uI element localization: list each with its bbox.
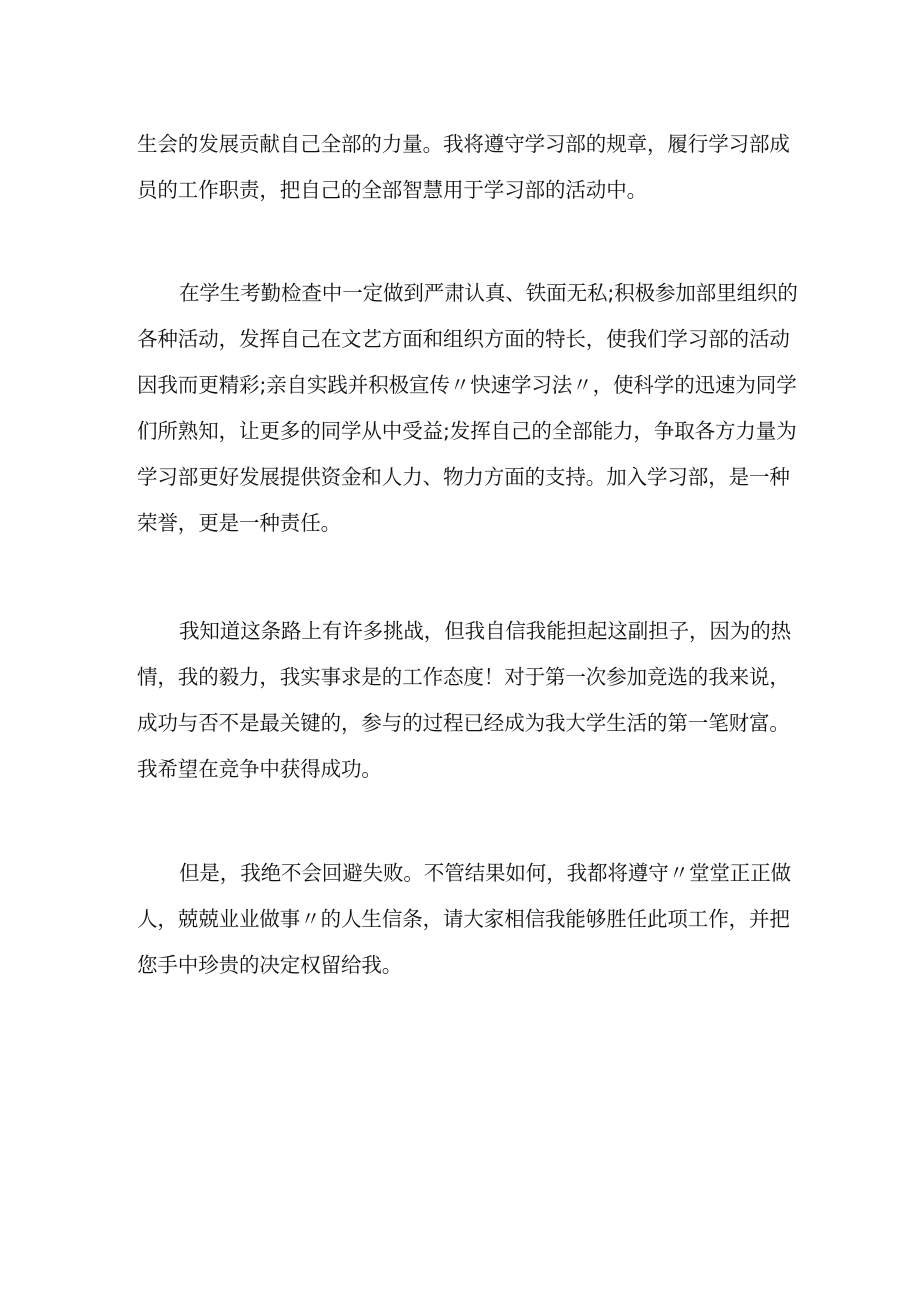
paragraph-3: [137, 608, 789, 792]
paragraph-line: 但是，我绝不会回避失败。不管结果如何，我都将遵守〃堂堂正正做: [179, 861, 791, 885]
paragraph-line: 荣誉，更是一种责任。: [137, 511, 341, 535]
paragraph-line: 在学生考勤检查中一定做到严肃认真、铁面无私;积极参加部里组织的: [179, 281, 798, 305]
paragraph-2: [137, 270, 798, 546]
paragraph-4: [137, 850, 789, 988]
paragraph-line: 生会的发展贡献自己全部的力量。我将遵守学习部的规章，履行学习部成: [137, 132, 790, 156]
paragraph-line: 您手中珍贵的决定权留给我。: [137, 953, 403, 977]
paragraph-line: 人，兢兢业业做事〃的人生信条，请大家相信我能够胜任此项工作，并把: [137, 907, 790, 931]
paragraph-line: 员的工作职责，把自己的全部智慧用于学习部的活动中。: [137, 178, 647, 202]
paragraph-line: 我知道这条路上有许多挑战，但我自信我能担起这副担子，因为的热: [179, 619, 791, 643]
paragraph-line: 各种活动，发挥自己在文艺方面和组织方面的特长，使我们学习部的活动: [137, 327, 790, 351]
paragraph-line: 们所熟知，让更多的同学从中受益;发挥自己的全部能力，争取各方力量为: [137, 419, 797, 443]
paragraph-1: [137, 121, 789, 213]
paragraph-line: 因我而更精彩;亲自实践并积极宣传〃快速学习法〃，使科学的迅速为同学: [137, 373, 797, 397]
paragraph-line: 我希望在竞争中获得成功。: [137, 757, 382, 781]
paragraph-line: 情，我的毅力，我实事求是的工作态度！对于第一次参加竞选的我来说，: [137, 665, 790, 689]
paragraph-line: 学习部更好发展提供资金和人力、物力方面的支持。加入学习部，是一种: [137, 465, 790, 489]
paragraph-line: 成功与否不是最关键的，参与的过程已经成为我大学生活的第一笔财富。: [137, 711, 790, 735]
